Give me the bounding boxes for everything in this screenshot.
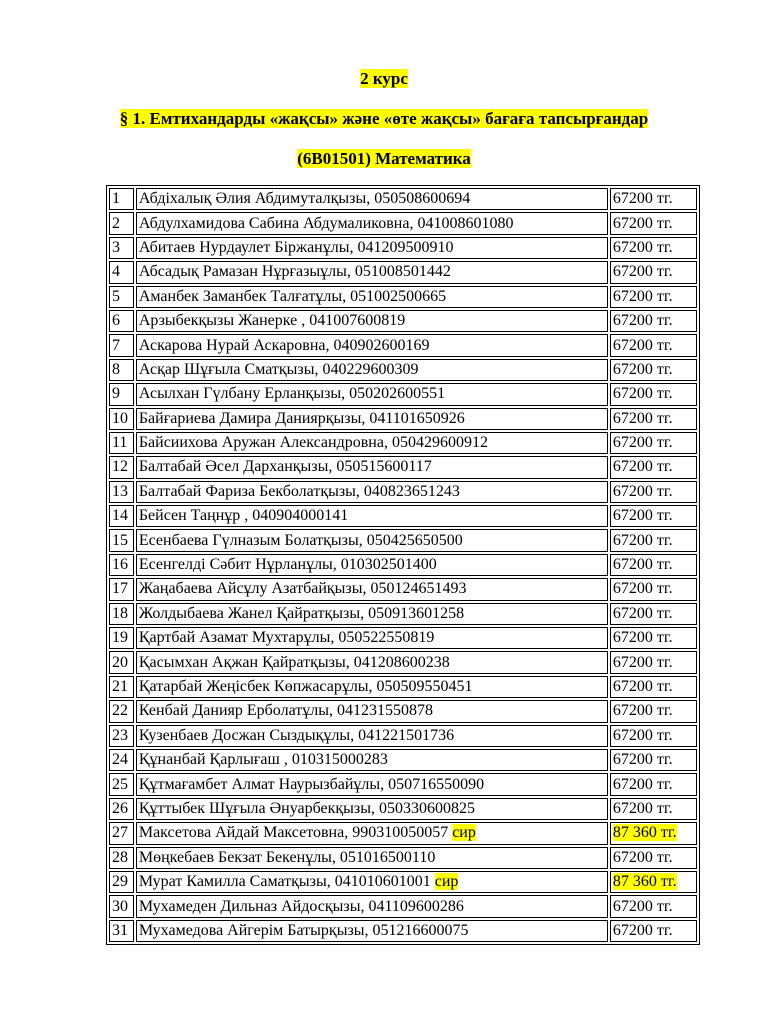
table-row — [109, 261, 697, 283]
row-number: 11 — [109, 432, 134, 454]
amount-value: 67200 тг. — [612, 360, 673, 378]
table-row — [109, 383, 697, 405]
table-row — [109, 676, 697, 698]
student-name-id: Бейсен Таңнұр , 040904000141 — [138, 507, 349, 525]
table-row — [109, 749, 697, 771]
row-number: 17 — [109, 578, 134, 600]
program-heading — [0, 149, 768, 169]
student-name-id: Кузенбаев Досжан Сыздықұлы, 041221501736 — [138, 726, 455, 744]
table-row — [109, 529, 697, 551]
student-cell — [136, 651, 608, 673]
table-row — [109, 456, 697, 478]
amount-value: 67200 тг. — [612, 921, 673, 939]
student-cell — [136, 212, 608, 234]
amount-value: 67200 тг. — [612, 482, 673, 500]
amount-cell — [610, 432, 697, 454]
student-name-id: Мурат Камилла Саматқызы, 041010601001 — [138, 873, 431, 891]
row-number: 9 — [109, 383, 134, 405]
student-cell — [136, 773, 608, 795]
table-row — [109, 651, 697, 673]
student-cell — [136, 749, 608, 771]
student-name-id: Абсадық Рамазан Нұрғазыұлы, 051008501442 — [138, 263, 451, 281]
table-row — [109, 432, 697, 454]
student-cell — [136, 822, 608, 844]
amount-value: 67200 тг. — [612, 629, 673, 647]
amount-value: 67200 тг. — [612, 897, 673, 915]
table-row — [109, 895, 697, 917]
student-cell — [136, 481, 608, 503]
student-cell — [136, 286, 608, 308]
amount-value: 67200 тг. — [612, 507, 673, 525]
amount-cell — [610, 334, 697, 356]
amount-value: 67200 тг. — [612, 580, 673, 598]
student-name-id: Құттыбек Шұғыла Әнуарбекқызы, 050330600825 — [138, 799, 475, 817]
student-cell — [136, 871, 608, 893]
student-cell — [136, 847, 608, 869]
amount-value: 67200 тг. — [612, 678, 673, 695]
table-row — [109, 773, 697, 795]
row-number: 19 — [109, 627, 134, 649]
student-name-id: Қатарбай Жеңісбек Көпжасарұлы, 050509550451 — [138, 678, 473, 695]
amount-value: 67200 тг. — [612, 287, 673, 305]
student-cell — [136, 920, 608, 942]
amount-cell — [610, 700, 697, 722]
amount-value: 87 360 тг. — [612, 873, 677, 891]
table-row — [109, 310, 697, 332]
amount-cell — [610, 773, 697, 795]
table-row — [109, 554, 697, 576]
student-name-id: Аскарова Нурай Аскаровна, 040902600169 — [138, 336, 430, 354]
student-name-id: Мухамеден Дильназ Айдосқызы, 041109600286 — [138, 897, 464, 915]
row-number: 28 — [109, 847, 134, 869]
row-number: 2 — [109, 212, 134, 234]
row-number: 23 — [109, 725, 134, 747]
student-name-id: Максетова Айдай Максетовна, 990310050057 — [138, 824, 449, 842]
amount-value: 67200 тг. — [612, 604, 673, 622]
amount-cell — [610, 237, 697, 259]
amount-value: 67200 тг. — [612, 336, 673, 354]
student-name-id: Балтабай Фариза Бекболатқызы, 040823651243 — [138, 482, 460, 500]
amount-cell — [610, 505, 697, 527]
row-number: 26 — [109, 798, 134, 820]
student-cell — [136, 700, 608, 722]
student-cell — [136, 188, 608, 210]
amount-value: 87 360 тг. — [612, 824, 677, 842]
student-table-body — [109, 188, 697, 942]
amount-cell — [610, 725, 697, 747]
student-table — [106, 185, 700, 945]
amount-cell — [610, 749, 697, 771]
amount-cell — [610, 481, 697, 503]
student-name-id: Абдіхалық Әлия Абдимуталқызы, 050508600694 — [138, 190, 471, 208]
table-row — [109, 408, 697, 430]
amount-value: 67200 тг. — [612, 653, 673, 671]
student-name-id: Кенбай Данияр Ерболатұлы, 041231550878 — [138, 702, 433, 720]
amount-cell — [610, 651, 697, 673]
student-name-id: Құтмағамбет Алмат Наурызбайұлы, 050716550090 — [138, 775, 485, 793]
amount-cell — [610, 578, 697, 600]
course-heading-text: 2 курс — [360, 69, 408, 88]
amount-value: 67200 тг. — [612, 751, 673, 769]
row-number: 24 — [109, 749, 134, 771]
row-number: 22 — [109, 700, 134, 722]
student-cell — [136, 359, 608, 381]
student-name-id: Жолдыбаева Жанел Қайратқызы, 050913601258 — [138, 604, 465, 622]
amount-value: 67200 тг. — [612, 214, 673, 232]
student-cell — [136, 895, 608, 917]
student-cell — [136, 456, 608, 478]
table-row — [109, 481, 697, 503]
student-cell — [136, 603, 608, 625]
table-row — [109, 212, 697, 234]
row-number: 29 — [109, 871, 134, 893]
amount-cell — [610, 603, 697, 625]
student-name-id: Байғариева Дамира Даниярқызы, 041101650926 — [138, 409, 465, 427]
amount-cell — [610, 212, 697, 234]
row-number: 5 — [109, 286, 134, 308]
amount-cell — [610, 286, 697, 308]
amount-value: 67200 тг. — [612, 531, 673, 549]
course-heading — [0, 69, 768, 89]
amount-cell — [610, 359, 697, 381]
table-row — [109, 725, 697, 747]
student-name-id: Аманбек Заманбек Талғатұлы, 051002500665 — [138, 287, 447, 305]
student-cell — [136, 383, 608, 405]
student-cell — [136, 529, 608, 551]
student-cell — [136, 725, 608, 747]
amount-value: 67200 тг. — [612, 775, 673, 793]
amount-cell — [610, 847, 697, 869]
table-row — [109, 798, 697, 820]
table-row — [109, 603, 697, 625]
student-name-id: Жаңабаева Айсұлу Азатбайқызы, 050124651493 — [138, 580, 467, 598]
amount-value: 67200 тг. — [612, 385, 673, 403]
student-cell — [136, 505, 608, 527]
student-cell — [136, 334, 608, 356]
table-row — [109, 847, 697, 869]
table-row — [109, 286, 697, 308]
amount-value: 67200 тг. — [612, 312, 673, 330]
table-row — [109, 237, 697, 259]
section-heading-text: § 1. Емтихандарды «жақсы» және «өте жақсы» бағаға тапсырғандар — [119, 109, 649, 128]
amount-cell — [610, 822, 697, 844]
student-name-id: Абдулхамидова Сабина Абдумаликовна, 041008601080 — [138, 214, 514, 232]
amount-cell — [610, 408, 697, 430]
table-row — [109, 627, 697, 649]
amount-cell — [610, 310, 697, 332]
row-number: 25 — [109, 773, 134, 795]
table-row — [109, 188, 697, 210]
amount-cell — [610, 798, 697, 820]
amount-value: 67200 тг. — [612, 848, 673, 866]
row-number: 14 — [109, 505, 134, 527]
student-cell — [136, 261, 608, 283]
table-row — [109, 871, 697, 893]
amount-cell — [610, 676, 697, 698]
student-name-id: Балтабай Әсел Дарханқызы, 050515600117 — [138, 458, 432, 476]
program-heading-text: (6В01501) Математика — [297, 149, 471, 168]
student-cell — [136, 676, 608, 698]
amount-cell — [610, 627, 697, 649]
row-number: 13 — [109, 481, 134, 503]
student-name-id: Мөңкебаев Бекзат Бекенұлы, 051016500110 — [138, 848, 436, 866]
row-number: 16 — [109, 554, 134, 576]
amount-cell — [610, 920, 697, 942]
row-number: 15 — [109, 529, 134, 551]
row-number: 7 — [109, 334, 134, 356]
student-name-id: Мухамедова Айгерім Батырқызы, 051216600075 — [138, 921, 469, 939]
student-name-id: Байсиихова Аружан Александровна, 050429600912 — [138, 434, 488, 452]
table-row — [109, 334, 697, 356]
student-name-id: Асылхан Гүлбану Ерланқызы, 050202600551 — [138, 385, 446, 403]
row-number: 10 — [109, 408, 134, 430]
student-cell — [136, 237, 608, 259]
student-name-id: Есенбаева Гүлназым Болатқызы, 050425650500 — [138, 531, 463, 549]
student-name-id: Есенгелді Сәбит Нұрланұлы, 010302501400 — [138, 556, 437, 574]
student-name-id: Қасымхан Ақжан Қайратқызы, 041208600238 — [138, 653, 450, 671]
student-name-id: Асқар Шұғыла Сматқызы, 040229600309 — [138, 360, 419, 378]
amount-cell — [610, 871, 697, 893]
student-name-id: Абитаев Нурдаулет Біржанұлы, 041209500910 — [138, 238, 454, 256]
table-row — [109, 505, 697, 527]
amount-cell — [610, 456, 697, 478]
row-number: 3 — [109, 237, 134, 259]
row-number: 20 — [109, 651, 134, 673]
table-row — [109, 578, 697, 600]
student-cell — [136, 798, 608, 820]
row-number: 1 — [109, 188, 134, 210]
amount-cell — [610, 383, 697, 405]
student-cell — [136, 432, 608, 454]
row-number: 6 — [109, 310, 134, 332]
student-cell — [136, 408, 608, 430]
orphan-note: сир — [434, 873, 459, 891]
amount-value: 67200 тг. — [612, 458, 673, 476]
amount-cell — [610, 188, 697, 210]
student-name-id: Қартбай Азамат Мухтарұлы, 050522550819 — [138, 629, 435, 647]
amount-value: 67200 тг. — [612, 799, 673, 817]
student-cell — [136, 310, 608, 332]
student-name-id: Құнанбай Қарлығаш , 010315000283 — [138, 751, 388, 769]
row-number: 4 — [109, 261, 134, 283]
amount-cell — [610, 261, 697, 283]
amount-value: 67200 тг. — [612, 190, 673, 208]
row-number: 30 — [109, 895, 134, 917]
student-cell — [136, 554, 608, 576]
amount-value: 67200 тг. — [612, 702, 673, 720]
table-row — [109, 920, 697, 942]
amount-cell — [610, 529, 697, 551]
student-cell — [136, 627, 608, 649]
row-number: 12 — [109, 456, 134, 478]
student-cell — [136, 578, 608, 600]
table-row — [109, 359, 697, 381]
orphan-note: сир — [452, 824, 476, 842]
table-row — [109, 822, 697, 844]
table-row — [109, 700, 697, 722]
amount-value: 67200 тг. — [612, 263, 673, 281]
student-name-id: Арзыбекқызы Жанерке , 041007600819 — [138, 312, 406, 330]
row-number: 21 — [109, 676, 134, 698]
row-number: 18 — [109, 603, 134, 625]
amount-cell — [610, 895, 697, 917]
amount-value: 67200 тг. — [612, 434, 673, 452]
row-number: 31 — [109, 920, 134, 942]
amount-value: 67200 тг. — [612, 556, 673, 574]
row-number: 27 — [109, 822, 134, 844]
row-number: 8 — [109, 359, 134, 381]
amount-value: 67200 тг. — [612, 238, 673, 256]
amount-value: 67200 тг. — [612, 726, 673, 744]
amount-cell — [610, 554, 697, 576]
amount-value: 67200 тг. — [612, 409, 673, 427]
section-heading — [0, 109, 768, 129]
